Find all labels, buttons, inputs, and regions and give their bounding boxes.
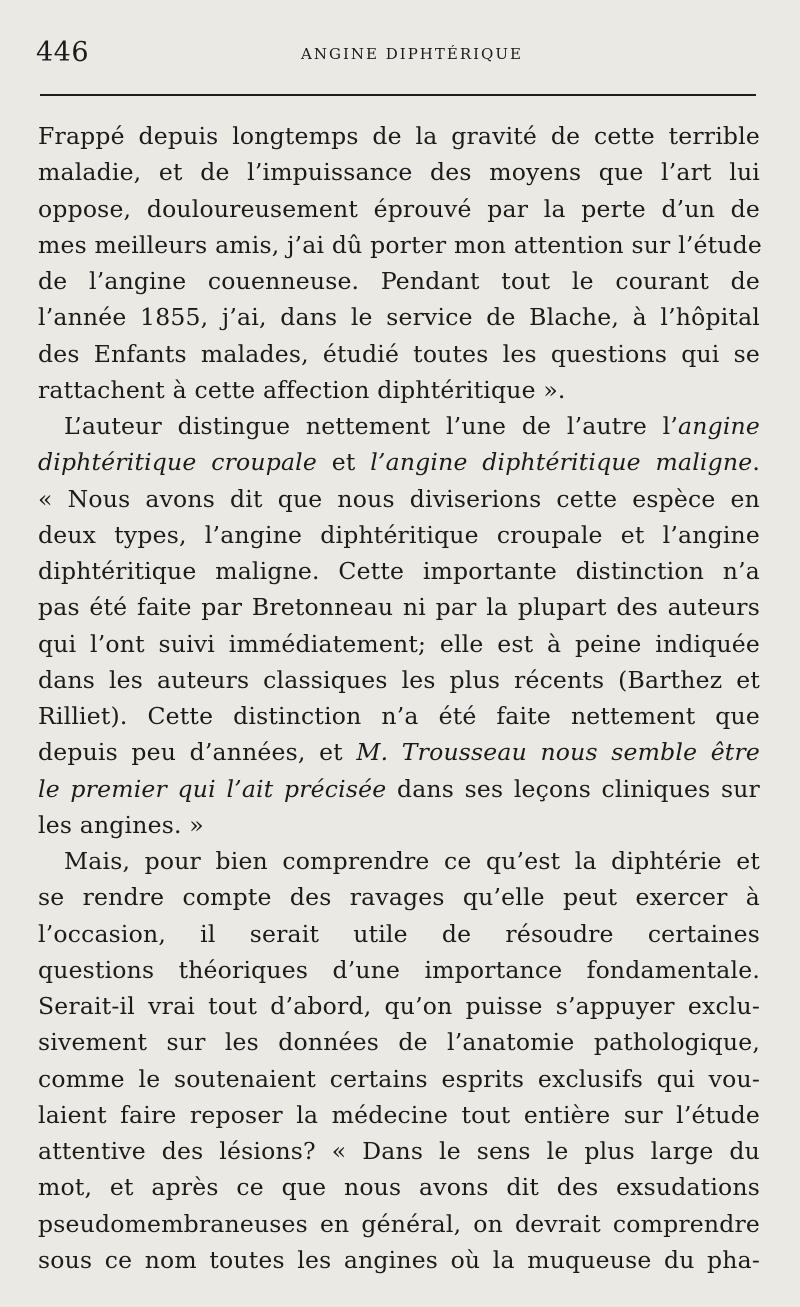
italic-term: l’angine diphtéritique maligne: [370, 448, 753, 477]
body-text: [38, 118, 760, 1278]
text-line: depuis peu d’années, et M. Trousseau nous semble être: [38, 738, 760, 767]
text-line: mes meilleurs amis, j’ai dû porter mon attention sur l’étude: [38, 230, 762, 259]
text-line: qui l’ont suivi immédiatement; elle est à peine indiquée: [38, 629, 760, 658]
header-rule: [40, 94, 756, 96]
text-line: Mais, pour bien comprendre ce qu’est la diphtérie et: [64, 847, 760, 875]
text-line: les angines. »: [38, 810, 204, 839]
text-line: l’occasion, il serait utile de résoudre certaines: [38, 919, 760, 948]
text-line: de l’angine couenneuse. Pendant tout le courant de: [38, 267, 760, 295]
text-line: le premier qui l’ait précisée dans ses leçons cliniques sur: [38, 774, 760, 803]
text-line: rattachent à cette affection diphtéritique ».: [38, 375, 566, 404]
text-line: questions théoriques d’une importance fondamentale.: [38, 955, 760, 984]
text-line: pas été faite par Bretonneau ni par la plupart des auteurs: [38, 593, 760, 622]
text-line: attentive des lésions? « Dans le sens le plus large du: [38, 1137, 760, 1165]
page-header: [36, 36, 758, 70]
text-line: Frappé depuis longtemps de la gravité de cette terrible: [38, 122, 760, 150]
italic-term: angine: [678, 412, 760, 440]
text-line: sivement sur les données de l’anatomie pathologique,: [38, 1028, 760, 1057]
text-line: L’auteur distingue nettement l’une de l’autre l’angine: [64, 412, 760, 440]
text-line: diphtéritique maligne. Cette importante distinction n’a: [38, 557, 760, 585]
text-line: « Nous avons dit que nous diviserions cette espèce en: [38, 484, 760, 513]
text-line: mot, et après ce que nous avons dit des exsudations: [38, 1173, 760, 1202]
text-line: laient faire reposer la médecine tout entière sur l’étude: [38, 1100, 760, 1129]
text-line: diphtéritique croupale et l’angine diphtéritique maligne.: [38, 448, 760, 477]
italic-phrase: M. Trousseau nous semble être: [356, 738, 760, 767]
text-line: oppose, douloureusement éprouvé par la perte d’un de: [38, 194, 760, 223]
text-line: Serait-il vrai tout d’abord, qu’on puisse s’appuyer exclu-: [38, 992, 760, 1020]
running-head: ANGINE DIPHTÉRIQUE: [301, 45, 523, 63]
italic-phrase: le premier qui l’ait précisée: [38, 774, 387, 803]
text-line: sous ce nom toutes les angines où la muqueuse du pha-: [38, 1245, 760, 1274]
text-line: des Enfants malades, étudié toutes les questions qui se: [38, 339, 760, 368]
text-line: se rendre compte des ravages qu’elle peut exercer à: [38, 883, 760, 912]
text-line: comme le soutenaient certains esprits exclusifs qui vou-: [38, 1064, 760, 1093]
text-line: maladie, et de l’impuissance des moyens que l’art lui: [38, 158, 760, 187]
text-line: pseudomembraneuses en général, on devrait comprendre: [38, 1209, 760, 1238]
text-line: l’année 1855, j’ai, dans le service de Blache, à l’hôpital: [38, 303, 760, 332]
italic-term: diphtéritique croupale: [38, 448, 317, 477]
text-line: Rilliet). Cette distinction n’a été faite nettement que: [38, 702, 760, 730]
text-line: deux types, l’angine diphtéritique croupale et l’angine: [38, 520, 760, 549]
text-line: dans les auteurs classiques les plus récents (Barthez et: [38, 665, 760, 694]
page-number: 446: [36, 37, 90, 68]
